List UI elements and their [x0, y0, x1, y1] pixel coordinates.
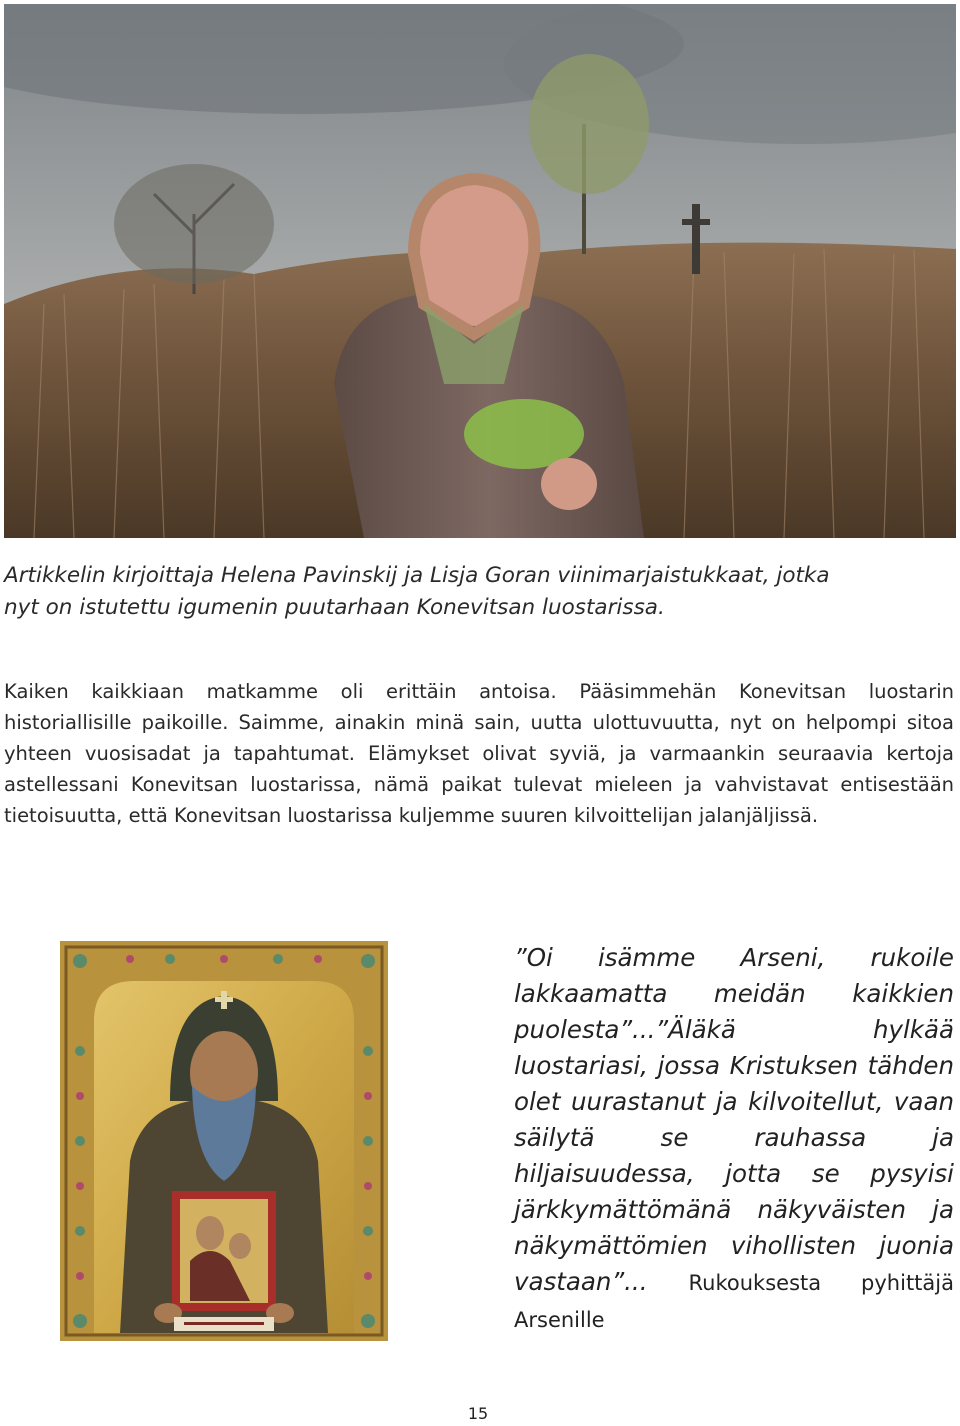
caption-line-2: nyt on istutettu igumenin puutarhaan Konevitsan luostarissa.	[4, 595, 665, 620]
page-number: 15	[467, 1404, 489, 1423]
body-paragraph: Kaiken kaikkiaan matkamme oli erittäin antoisa. Pääsimmehän Konevitsan luostarin historiallisille paikoille. Saimme, ainakin minä sain, uutta ulottuvuutta, nyt on helpompi sitoa yhteen vuosisadat ja tapahtumat. Elämykset olivat syviä, ja varmaankin seuraavia kertoja astellessani Konevitsan luostarissa, nämä paikat tulevat mieleen ja vahvistavat entisestään tietoisuutta, että Konevitsan luostarissa kuljemme suuren kilvoittelijan jalanjäljissä.	[4, 680, 954, 827]
prayer-quote-text: ”Oi isämme Arseni, rukoile lakkaamatta meidän kaikkien puolesta”...”Äläkä hylkää luostariasi, jossa Kristuksen tähden olet uurastanut ja kilvoitellut, vaan säilytä se rauhassa ja hiljaisuudessa, jotta se pysyisi järkkymättömänä näkyväisten ja näkymättömien vihollisten juonia vastaan”...	[514, 943, 954, 1296]
icon-saint-arseni	[60, 941, 388, 1341]
photo-woman-in-field	[4, 4, 956, 538]
photo-caption	[4, 560, 952, 624]
prayer-source: Rukouksesta pyhittäjä Arsenille	[514, 1271, 954, 1332]
caption-line-1: Artikkelin kirjoittaja Helena Pavinskij ja Lisja Goran viinimarjaistukkaat, jotka	[4, 563, 830, 588]
prayer-quote	[514, 940, 954, 1338]
